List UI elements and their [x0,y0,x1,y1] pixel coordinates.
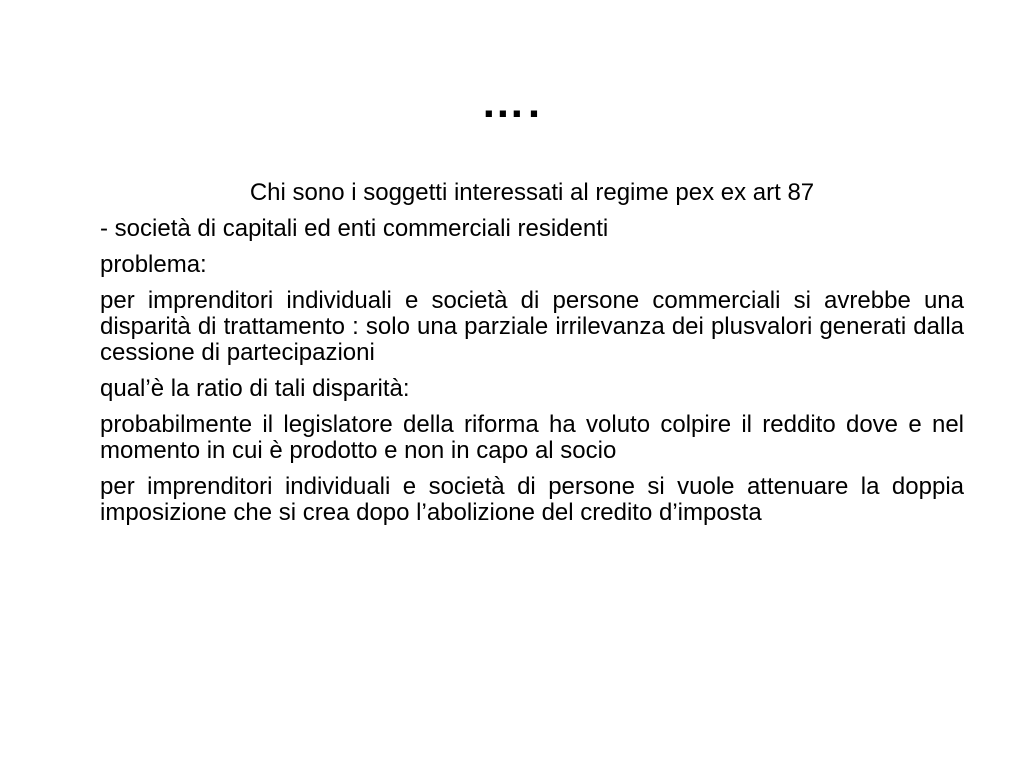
paragraph-disparity: per imprenditori individuali e società di persone commerciali si avrebbe una disparità di trattamento : solo una parziale irrilevanza dei plusvalori generati dalla cessione di partecipazioni [100,287,964,366]
paragraph-double-taxation: per imprenditori individuali e società di persone si vuole attenuare la doppia imposizione che si crea dopo l’abolizione del credito d’imposta [100,473,964,526]
paragraph-ratio-question: qual’è la ratio di tali disparità: [100,375,410,402]
paragraph-legislator: probabilmente il legislatore della riforma ha voluto colpire il reddito dove e nel momento in cui è prodotto e non in capo al socio [100,411,964,464]
paragraph-question-subjects: Chi sono i soggetti interessati al regime pex ex art 87 [249,179,815,206]
paragraph-problem-label: problema: [100,251,207,278]
slide-title: …. [480,78,544,127]
slide-body [100,180,964,536]
paragraph-capital-companies: - società di capitali ed enti commerciali residenti [100,215,609,242]
